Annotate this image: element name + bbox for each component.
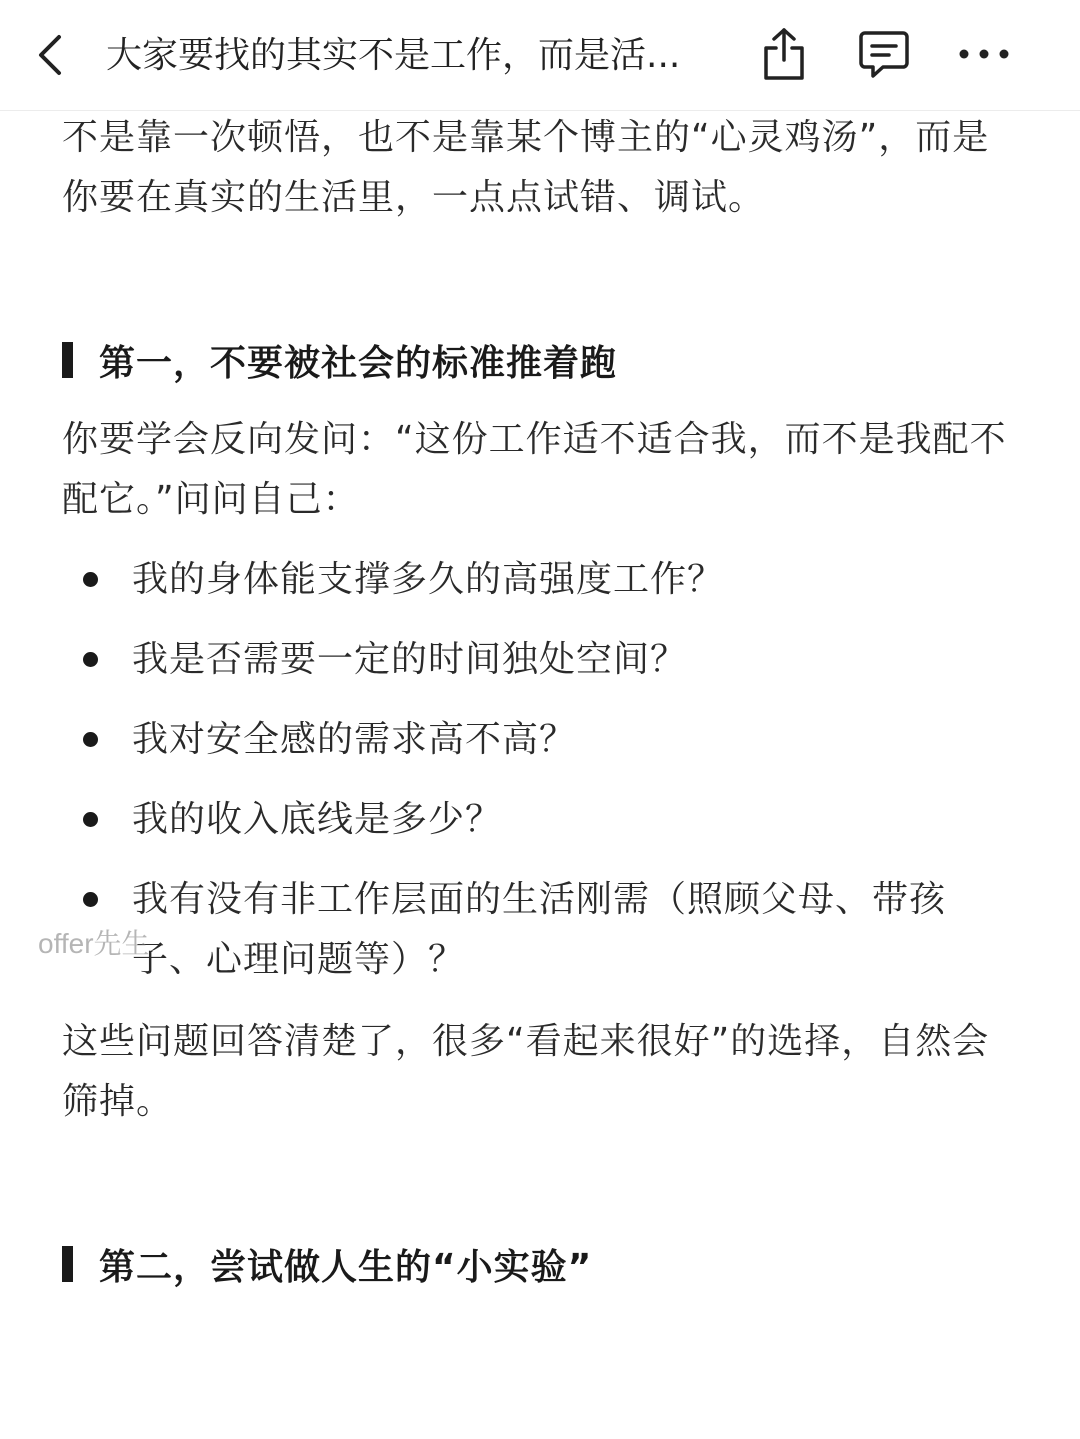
back-button[interactable] xyxy=(28,30,72,80)
paragraph-question: 你要学会反向发问：“这份工作适不适合我，而不是我配不配它。”问问自己： xyxy=(62,419,1007,520)
list-item xyxy=(62,550,1012,610)
watermark: offer先生 xyxy=(38,928,150,959)
bullet-dot xyxy=(83,652,98,667)
list-item xyxy=(62,870,1012,990)
bullet-dot xyxy=(83,812,98,827)
share-icon xyxy=(760,26,808,82)
heading-text: 第二，尝试做人生的“小实验” xyxy=(99,1246,593,1288)
share-button[interactable] xyxy=(752,22,816,86)
list-item xyxy=(62,630,1012,690)
bullet-dot xyxy=(83,892,98,907)
list-item xyxy=(62,790,1012,850)
section-heading-1 xyxy=(62,330,617,390)
bullet-dot xyxy=(83,732,98,747)
comment-icon xyxy=(857,27,911,81)
comment-button[interactable] xyxy=(852,22,916,86)
page-title: 大家要找的其实不是工作，而是活... xyxy=(106,35,681,76)
more-button[interactable] xyxy=(952,22,1016,86)
list-item-text: 我的收入底线是多少？ xyxy=(132,799,503,840)
heading-marker xyxy=(62,342,73,378)
question-list xyxy=(62,550,1012,1010)
list-item-text: 我有没有非工作层面的生活刚需（照顾父母、带孩子、心理问题等）？ xyxy=(132,879,947,980)
heading-text: 第一，不要被社会的标准推着跑 xyxy=(99,342,618,384)
list-item xyxy=(62,710,1012,770)
list-item-text: 我的身体能支撑多久的高强度工作？ xyxy=(132,559,725,600)
bullet-dot xyxy=(83,572,98,587)
heading-marker xyxy=(62,1246,73,1282)
paragraph-conclusion: 这些问题回答清楚了，很多“看起来很好”的选择，自然会筛掉。 xyxy=(62,1021,990,1122)
list-item-text: 我对安全感的需求高不高？ xyxy=(132,719,577,760)
section-heading-2 xyxy=(62,1234,592,1294)
chevron-left-icon xyxy=(35,33,65,77)
list-item-text: 我是否需要一定的时间独处空间？ xyxy=(132,639,688,680)
paragraph-intro: 不是靠一次顿悟，也不是靠某个博主的“心灵鸡汤”，而是你要在真实的生活里，一点点试错、调试。 xyxy=(62,117,990,218)
top-navigation-bar xyxy=(0,0,1080,111)
more-icon xyxy=(956,44,1012,64)
